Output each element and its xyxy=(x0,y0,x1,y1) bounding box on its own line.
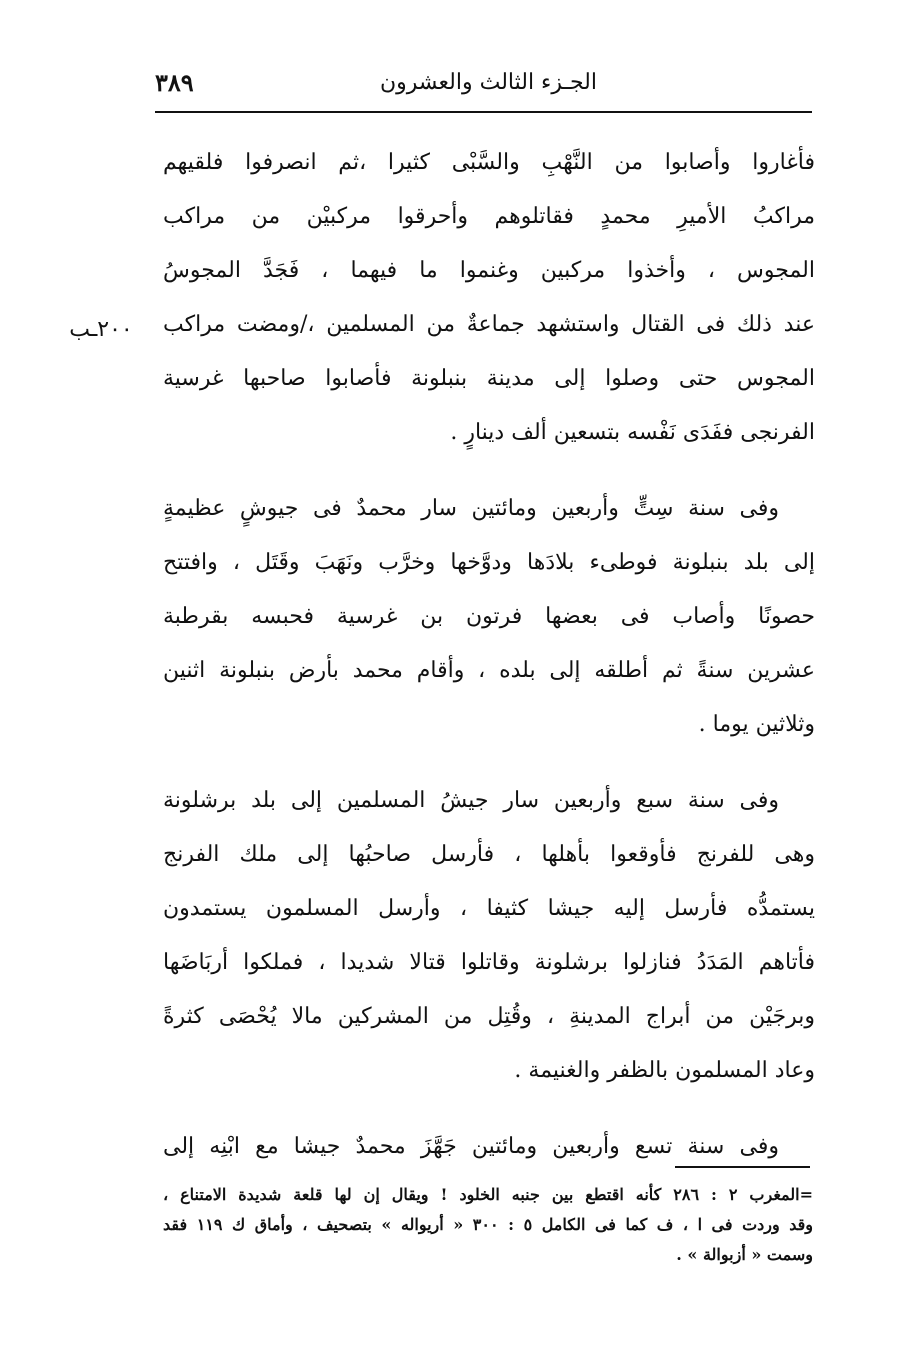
paragraph-gap xyxy=(163,752,815,774)
text-line: وبرجَيْن من أبراج المدينةِ ، وقُتِل من المشركين مالا يُحْصَى كثرةً xyxy=(163,1004,815,1029)
text-line: فأتاهم المَدَدُ فنازلوا برشلونة وقاتلوا قتالا شديدا ، فملكوا أربَاضَها xyxy=(163,950,815,975)
running-head xyxy=(155,66,812,106)
text-line: وفى سنة سبع وأربعين سار جيشُ المسلمين إلى بلد برشلونة xyxy=(163,788,779,813)
text-line: وفى سنة تسع وأربعين ومائتين جَهَّزَ محمدٌ جيشا مع ابْنِه إلى xyxy=(163,1134,779,1159)
text-line: عند ذلك فى القتال واستشهد جماعةٌ من المسلمين ،/ومضت مراكب xyxy=(163,312,815,337)
footnotes xyxy=(163,1180,813,1270)
paragraph-1 xyxy=(163,136,815,460)
text-line: وهى للفرنج فأوقعوا بأهلها ، فأرسل صاحبُها إلى ملك الفرنج xyxy=(163,842,815,867)
paragraph-gap xyxy=(163,460,815,482)
footnote-line: وقد وردت فى ا ، ف كما فى الكامل ٥ : ٣٠٠ « أريواله » بتصحيف ، وأماق ك ١١٩ فقد xyxy=(163,1215,813,1234)
footnote-line: =المغرب ٢ : ٢٨٦ كأنه اقتطع بين جنبه الخلود ! ويقال إن لها قلعة شديدة الامتناع ، xyxy=(163,1185,813,1204)
body-text xyxy=(163,136,815,1174)
footnote-rule xyxy=(675,1166,810,1168)
paragraph-3 xyxy=(163,774,815,1098)
text-line: وثلاثين يوما . xyxy=(698,712,815,737)
text-line: حصونًا وأصاب فى بعضها فرتون بن غرسية فحبسه بقرطبة xyxy=(163,604,815,629)
text-line: يستمدُّه فأرسل إليه جيشا كثيفا ، وأرسل المسلمون يستمدون xyxy=(163,896,815,921)
text-line: المجوس ، وأخذوا مركبين وغنموا ما فيهما ، فَجَدَّ المجوسُ xyxy=(163,258,815,283)
header-rule xyxy=(155,111,812,113)
text-line: مراكبُ الأميرِ محمدٍ فقاتلوهم وأحرقوا مركبيْن من مراكب xyxy=(163,204,815,229)
margin-folio-note: ٢٠٠ـب xyxy=(69,317,133,342)
running-title: الجـزء الثالث والعشرون xyxy=(380,70,597,95)
text-line: إلى بلد بنبلونة فوطىء بلادَها ودوَّخها وخرَّب ونَهَبَ وقَتَل ، وافتتح xyxy=(163,550,815,575)
footnote-line: وسمت « أزبوالة » . xyxy=(676,1245,813,1264)
paragraph-2 xyxy=(163,482,815,752)
page-number: ٣٨٩ xyxy=(155,68,194,97)
text-line: الفرنجى ففَدَى نَفْسه بتسعين ألف دينارٍ . xyxy=(450,420,815,445)
text-line: المجوس حتى وصلوا إلى مدينة بنبلونة فأصابوا صاحبها غرسية xyxy=(163,366,815,391)
paragraph-gap xyxy=(163,1098,815,1120)
text-line: وعاد المسلمون بالظفر والغنيمة . xyxy=(514,1058,815,1083)
text-line: عشرين سنةً ثم أطلقه إلى بلده ، وأقام محمد بأرض بنبلونة اثنين xyxy=(163,658,815,683)
text-line: وفى سنة سِتٍّ وأربعين ومائتين سار محمدٌ فى جيوشٍ عظيمةٍ xyxy=(163,496,779,521)
text-line: فأغاروا وأصابوا من النَّهْبِ والسَّبْى كثيرا ،ثم انصرفوا فلقيهم xyxy=(163,150,815,175)
